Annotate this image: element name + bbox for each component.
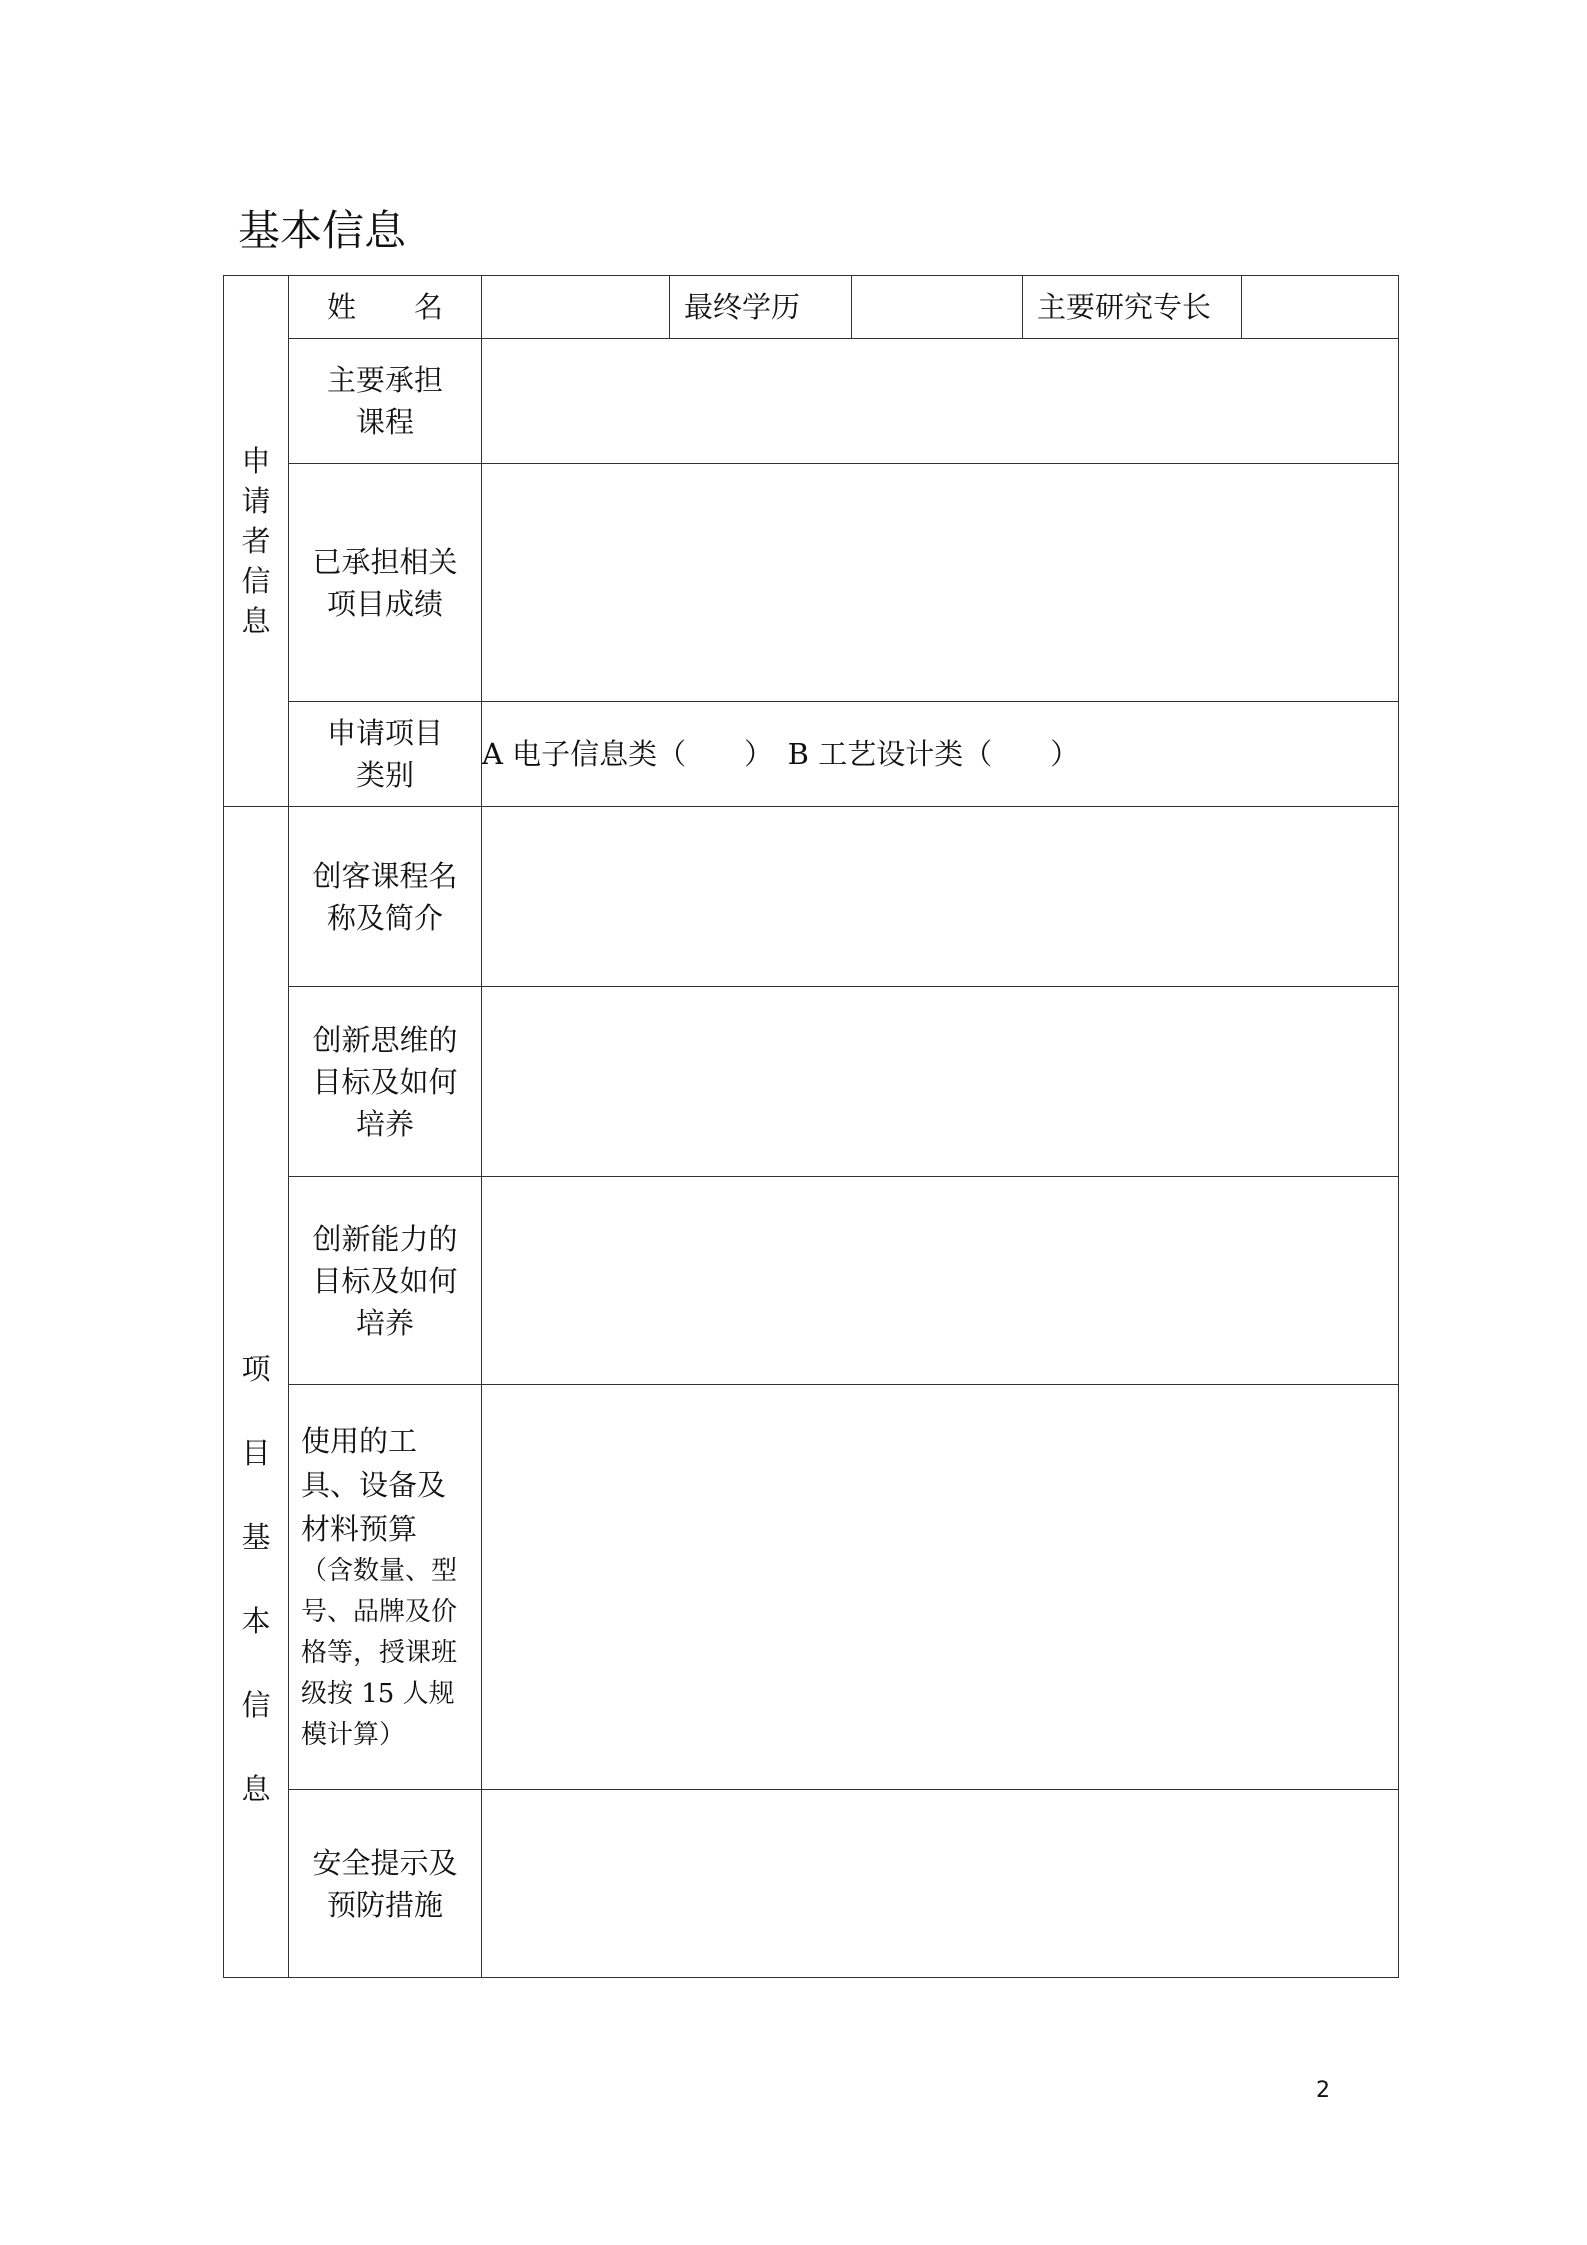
- thinking-label: 创新思维的目标及如何培养: [289, 987, 482, 1177]
- education-field[interactable]: [852, 276, 1023, 338]
- name-label: 姓 名: [289, 276, 482, 339]
- course-intro-label: 创客课程名称及简介: [289, 807, 482, 987]
- page-title: 基本信息: [238, 206, 407, 255]
- category-options[interactable]: A 电子信息类（ ） B 工艺设计类（ ）: [482, 702, 1399, 807]
- applicant-section-cell: [224, 276, 289, 807]
- courses-label: 主要承担课程: [289, 339, 482, 464]
- courses-field[interactable]: [482, 339, 1399, 464]
- budget-label-main: 使用的工具、设备及材料预算: [301, 1423, 447, 1546]
- education-label: 最终学历: [670, 276, 852, 338]
- project-section-label: 项目基本信息: [241, 1352, 271, 1806]
- name-field[interactable]: [482, 276, 670, 338]
- ability-field[interactable]: [482, 1177, 1399, 1385]
- name-row-cells: [482, 276, 1399, 339]
- category-label: 申请项目类别: [289, 702, 482, 807]
- ability-label: 创新能力的目标及如何培养: [289, 1177, 482, 1385]
- expertise-field[interactable]: [1242, 276, 1398, 338]
- thinking-field[interactable]: [482, 987, 1399, 1177]
- applicant-section-label: 申请者信息: [241, 443, 271, 638]
- safety-field[interactable]: [482, 1790, 1399, 1978]
- budget-label-note: （含数量、型号、品牌及价格等，授课班级按 15 人规模计算）: [301, 1555, 458, 1750]
- budget-label: [289, 1385, 482, 1790]
- course-intro-field[interactable]: [482, 807, 1399, 987]
- safety-label: 安全提示及预防措施: [289, 1790, 482, 1978]
- expertise-label: 主要研究专长: [1023, 276, 1242, 338]
- achievements-field[interactable]: [482, 464, 1399, 702]
- page-number: 2: [1316, 2078, 1330, 2103]
- basic-info-table: [223, 275, 1399, 1978]
- achievements-label: 已承担相关项目成绩: [289, 464, 482, 702]
- budget-field[interactable]: [482, 1385, 1399, 1790]
- project-section-cell: [224, 807, 289, 1978]
